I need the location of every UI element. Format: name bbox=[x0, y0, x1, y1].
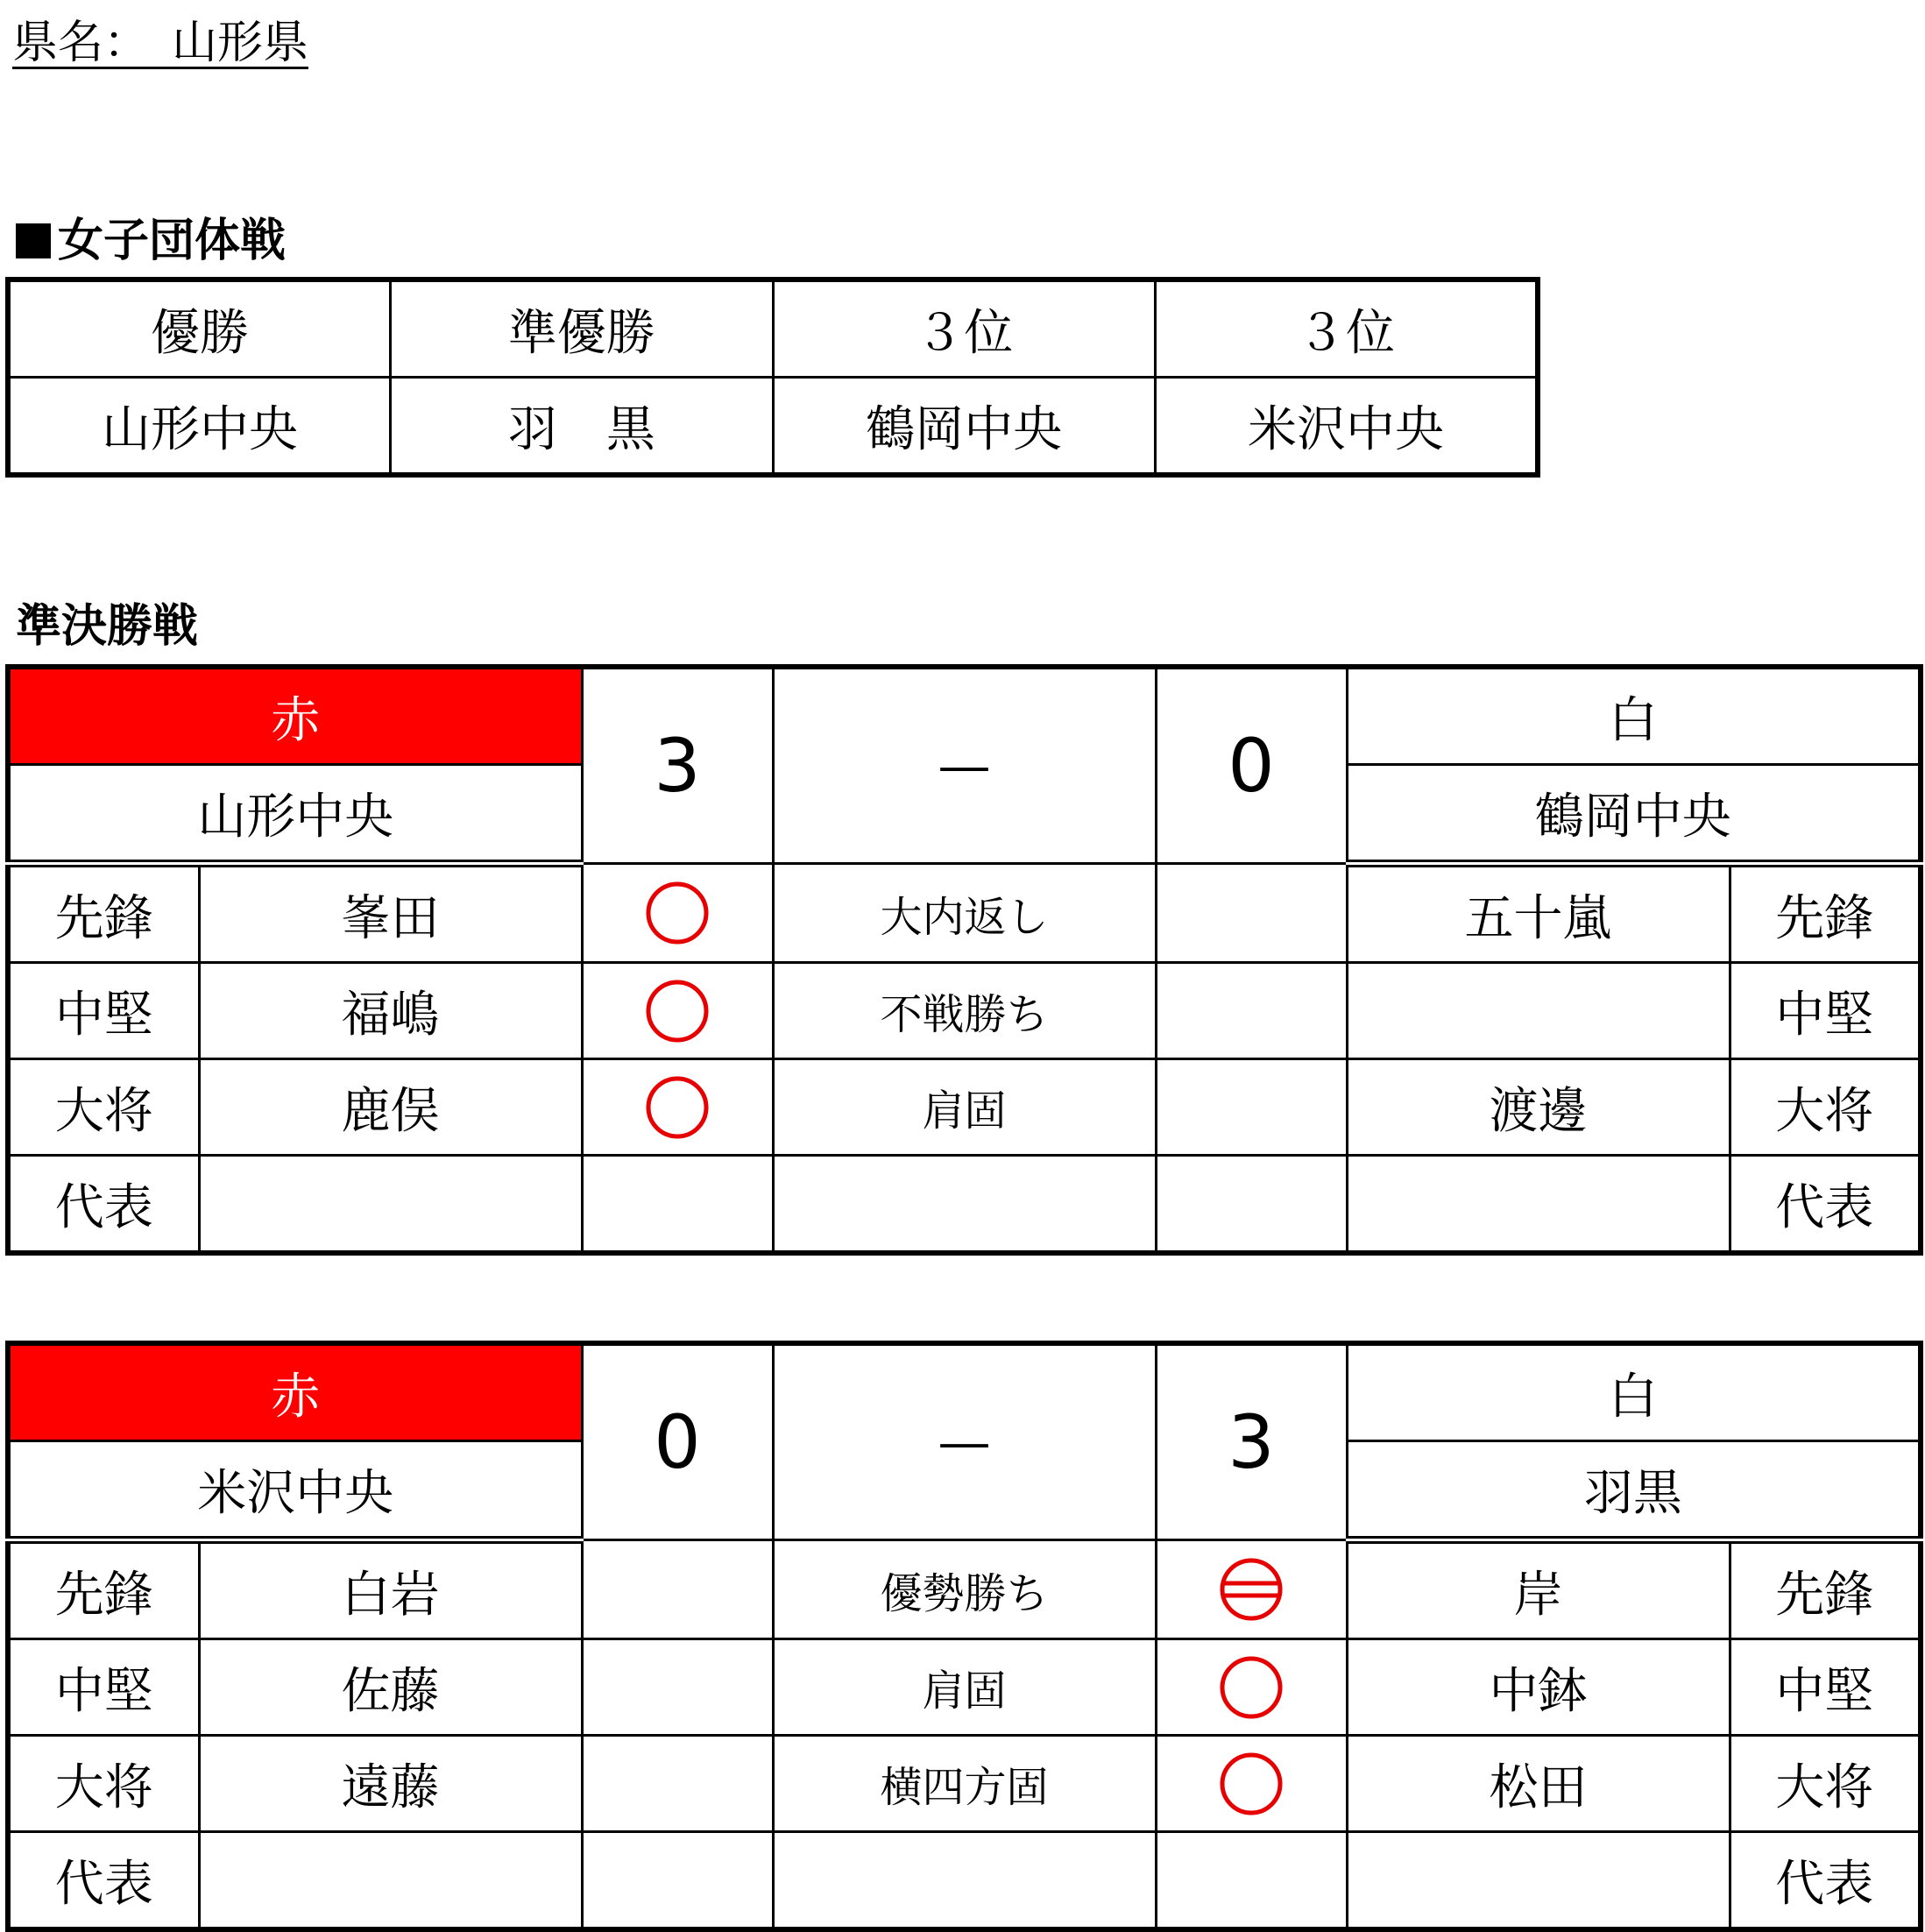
red-result-cell bbox=[582, 864, 773, 963]
white-result-cell bbox=[1156, 1639, 1347, 1736]
red-player-name: 白岩 bbox=[199, 1540, 582, 1639]
red-position: 大将 bbox=[8, 1059, 199, 1156]
section-title bbox=[16, 203, 286, 269]
white-player-name: 渡邊 bbox=[1347, 1059, 1730, 1156]
red-result-cell bbox=[582, 1156, 773, 1254]
summary-header-cell: ３位 bbox=[773, 280, 1156, 378]
red-position: 中堅 bbox=[8, 963, 199, 1059]
bout-row bbox=[8, 963, 1921, 1059]
summary-header-row bbox=[8, 280, 1538, 378]
white-player-name: 岸 bbox=[1347, 1540, 1730, 1639]
summary-value-cell: 羽 黒 bbox=[391, 378, 774, 476]
red-side-label: 赤 bbox=[8, 667, 582, 765]
red-side-label: 赤 bbox=[8, 1343, 582, 1441]
score-dash: — bbox=[773, 667, 1156, 864]
prefecture-label: 県名： 山形県 bbox=[12, 17, 309, 69]
red-position: 大将 bbox=[8, 1736, 199, 1832]
white-team-name: 羽黒 bbox=[1347, 1441, 1921, 1540]
white-player-name: 松田 bbox=[1347, 1736, 1730, 1832]
win-circle-icon bbox=[1216, 1652, 1286, 1723]
technique-cell: 横四方固 bbox=[773, 1736, 1156, 1832]
section-title-text: 女子団体戦 bbox=[58, 215, 287, 267]
red-team-name: 山形中央 bbox=[8, 765, 582, 864]
red-player-name: 佐藤 bbox=[199, 1639, 582, 1736]
summary-value-cell: 山形中央 bbox=[8, 378, 391, 476]
red-score: 3 bbox=[582, 667, 773, 864]
bout-row bbox=[8, 1156, 1921, 1254]
white-player-name bbox=[1347, 1156, 1730, 1254]
red-result-cell bbox=[582, 963, 773, 1059]
white-score: 3 bbox=[1156, 1343, 1347, 1540]
score-dash: — bbox=[773, 1343, 1156, 1540]
summary-header-cell: 準優勝 bbox=[391, 280, 774, 378]
red-result-cell bbox=[582, 1639, 773, 1736]
summary-header-cell: ３位 bbox=[1156, 280, 1539, 378]
red-position: 先鋒 bbox=[8, 864, 199, 963]
red-player-name: 遠藤 bbox=[199, 1736, 582, 1832]
technique-cell: 肩固 bbox=[773, 1639, 1156, 1736]
white-result-cell bbox=[1156, 1059, 1347, 1156]
white-player-name: 中鉢 bbox=[1347, 1639, 1730, 1736]
white-position: 代表 bbox=[1730, 1156, 1921, 1254]
red-player-name: 鹿俣 bbox=[199, 1059, 582, 1156]
results-summary-table bbox=[5, 277, 1540, 478]
white-position: 大将 bbox=[1730, 1059, 1921, 1156]
summary-header-cell: 優勝 bbox=[8, 280, 391, 378]
summary-value-cell: 鶴岡中央 bbox=[773, 378, 1156, 476]
win-circle-icon bbox=[642, 976, 712, 1046]
match-table bbox=[5, 1341, 1923, 1932]
bout-row bbox=[8, 864, 1921, 963]
bout-row bbox=[8, 1540, 1921, 1639]
red-player-name: 峯田 bbox=[199, 864, 582, 963]
white-result-cell bbox=[1156, 1736, 1347, 1832]
red-player-name bbox=[199, 1156, 582, 1254]
red-team-name: 米沢中央 bbox=[8, 1441, 582, 1540]
technique-cell: 大内返し bbox=[773, 864, 1156, 963]
white-position: 代表 bbox=[1730, 1832, 1921, 1930]
white-player-name: 五十嵐 bbox=[1347, 864, 1730, 963]
bout-row bbox=[8, 1832, 1921, 1930]
technique-cell: 肩固 bbox=[773, 1059, 1156, 1156]
red-position: 中堅 bbox=[8, 1639, 199, 1736]
win-circle-icon bbox=[1216, 1749, 1286, 1819]
white-score: 0 bbox=[1156, 667, 1347, 864]
match-header-row bbox=[8, 667, 1921, 765]
win-circle-icon bbox=[642, 1072, 712, 1143]
bout-row bbox=[8, 1059, 1921, 1156]
match-table bbox=[5, 664, 1923, 1256]
white-result-cell bbox=[1156, 963, 1347, 1059]
white-position: 先鋒 bbox=[1730, 864, 1921, 963]
match-header-row bbox=[8, 1343, 1921, 1441]
semifinal-title: 準決勝戦 bbox=[16, 600, 199, 653]
white-result-cell bbox=[1156, 1156, 1347, 1254]
red-position: 代表 bbox=[8, 1156, 199, 1254]
white-result-cell bbox=[1156, 1832, 1347, 1930]
white-result-cell bbox=[1156, 1540, 1347, 1639]
white-team-name: 鶴岡中央 bbox=[1347, 765, 1921, 864]
bout-row bbox=[8, 1736, 1921, 1832]
summary-value-row bbox=[8, 378, 1538, 476]
white-side-label: 白 bbox=[1347, 667, 1921, 765]
white-player-name bbox=[1347, 963, 1730, 1059]
red-player-name bbox=[199, 1832, 582, 1930]
white-position: 中堅 bbox=[1730, 963, 1921, 1059]
red-result-cell bbox=[582, 1059, 773, 1156]
technique-cell: 不戦勝ち bbox=[773, 963, 1156, 1059]
technique-cell bbox=[773, 1832, 1156, 1930]
win-circle-icon bbox=[642, 878, 712, 948]
white-position: 中堅 bbox=[1730, 1639, 1921, 1736]
white-position: 先鋒 bbox=[1730, 1540, 1921, 1639]
red-result-cell bbox=[582, 1736, 773, 1832]
yusei-mark-icon bbox=[1216, 1554, 1286, 1624]
white-side-label: 白 bbox=[1347, 1343, 1921, 1441]
summary-value-cell: 米沢中央 bbox=[1156, 378, 1539, 476]
red-result-cell bbox=[582, 1540, 773, 1639]
red-score: 0 bbox=[582, 1343, 773, 1540]
bout-row bbox=[8, 1639, 1921, 1736]
red-player-name: 福嶋 bbox=[199, 963, 582, 1059]
red-position: 先鋒 bbox=[8, 1540, 199, 1639]
red-position: 代表 bbox=[8, 1832, 199, 1930]
white-position: 大将 bbox=[1730, 1736, 1921, 1832]
red-result-cell bbox=[582, 1832, 773, 1930]
technique-cell: 優勢勝ち bbox=[773, 1540, 1156, 1639]
square-bullet-icon bbox=[16, 223, 51, 258]
white-result-cell bbox=[1156, 864, 1347, 963]
technique-cell bbox=[773, 1156, 1156, 1254]
white-player-name bbox=[1347, 1832, 1730, 1930]
